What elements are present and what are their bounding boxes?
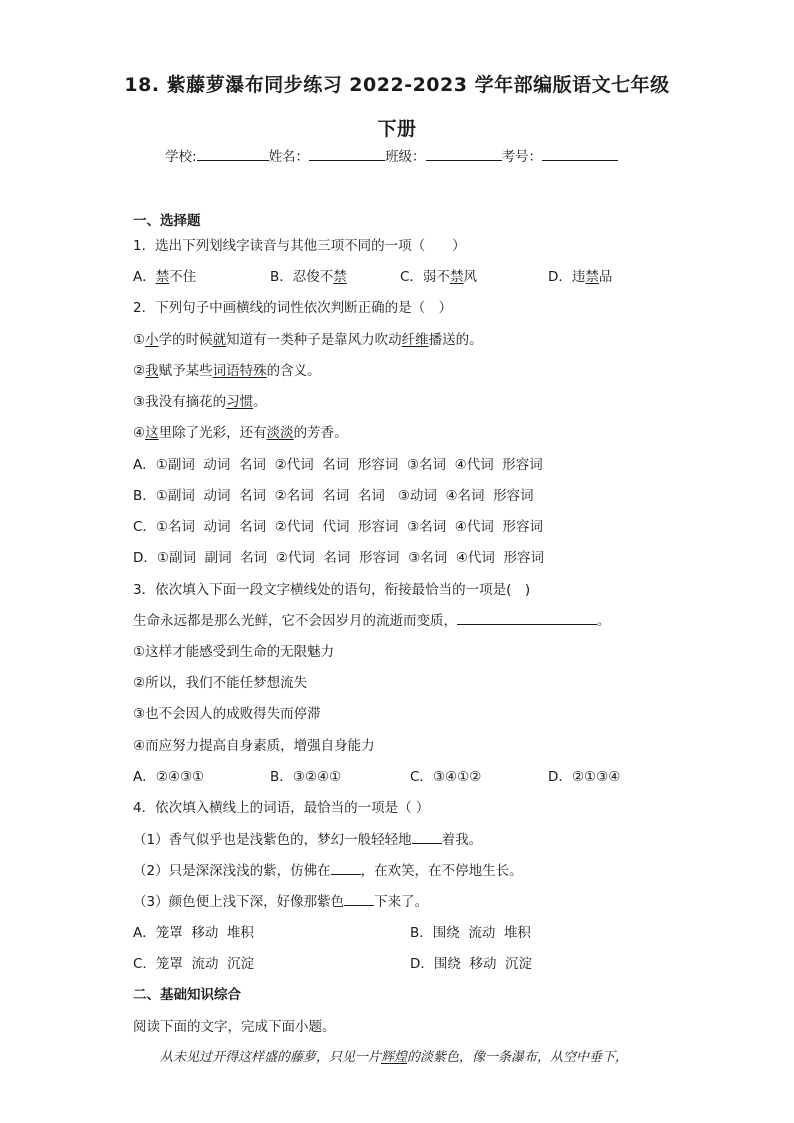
answer-blank[interactable]: [344, 893, 374, 906]
exam-no-field[interactable]: [542, 148, 618, 161]
option-text: D．违: [548, 269, 586, 285]
sentence-text: 赋予某些: [158, 363, 213, 379]
sentence-text: 着我。: [441, 832, 483, 848]
option-text: 品: [598, 269, 613, 285]
q2-stem: 2．下列句子中画横线的词性依次判断正确的是（ ）: [133, 300, 453, 316]
student-info: [165, 145, 618, 165]
sentence-text: 学的时候: [158, 332, 213, 348]
sentence-text: ③我没有摘花的: [133, 394, 227, 410]
q2-option-a[interactable]: A．①副词 动词 名词 ②代词 名词 形容词 ③名词 ④代词 形容词: [133, 457, 543, 473]
q4-option-c[interactable]: C．笼罩 流动 沉淀: [133, 956, 255, 972]
q1-option-c[interactable]: [400, 265, 477, 285]
underlined-char: 禁: [449, 269, 464, 285]
reading-instruction: 阅读下面的文字，完成下面小题。: [133, 1019, 336, 1035]
q3-option-c[interactable]: C．③④①②: [410, 769, 482, 785]
underlined-word: 纤维: [401, 332, 429, 348]
q4-option-d[interactable]: D．围绕 移动 沉淀: [410, 956, 533, 972]
answer-blank[interactable]: [412, 831, 442, 844]
class-label: 班级：: [385, 149, 426, 165]
answer-blank[interactable]: [331, 862, 361, 875]
q2-option-b[interactable]: B．①副词 动词 名词 ②名词 名词 名词 ③动词 ④名词 形容词: [133, 488, 534, 504]
q3-option-a[interactable]: A．②④③①: [133, 769, 205, 785]
underlined-word: 就: [212, 332, 227, 348]
q4-sentence-1: [133, 828, 482, 848]
sentence-text: （1）香气似乎也是浅紫色的，梦幻一般轻轻地: [133, 832, 412, 848]
q3-option-d[interactable]: D．②①③④: [548, 769, 621, 785]
answer-blank[interactable]: [457, 612, 597, 625]
sentence-text: （3）颜色便上浅下深，好像那紫色: [133, 894, 345, 910]
class-field[interactable]: [426, 148, 502, 161]
sentence-text: （2）只是深深浅浅的紫，仿佛在: [133, 863, 331, 879]
school-field[interactable]: [197, 148, 269, 161]
sentence-text: 。: [253, 394, 267, 410]
sentence-number: ①: [133, 332, 146, 348]
q3-passage: [133, 609, 611, 629]
q4-sentence-3: [133, 890, 428, 910]
q4-option-a[interactable]: A．笼罩 移动 堆积: [133, 925, 254, 941]
option-text: C．弱不: [400, 269, 450, 285]
underlined-char: 禁: [333, 269, 347, 285]
q2-option-c[interactable]: C．①名词 动词 名词 ②代词 代词 形容词 ③名词 ④代词 形容词: [133, 519, 543, 535]
q2-sentence-2: [133, 359, 321, 379]
sentence-text: ，在欢笑，在不停地生长。: [360, 863, 523, 879]
option-letter: A．: [133, 269, 156, 285]
section-heading-basics: 二、基础知识综合: [133, 987, 241, 1003]
sentence-text: 的芳香。: [293, 425, 348, 441]
option-text: 不住: [169, 269, 197, 285]
sentence-text: 的含义。: [266, 363, 321, 379]
underlined-word: 辉煌: [381, 1050, 408, 1065]
underlined-word: 我: [145, 363, 159, 379]
exam-no-label: 考号：: [501, 149, 543, 165]
q2-sentence-1: [133, 328, 483, 348]
q3-stem: 3．依次填入下面一段文字横线处的语句，衔接最恰当的一项是( ): [133, 582, 531, 598]
q3-item-3: ③也不会因人的成败得失而停滞: [133, 706, 321, 722]
q3-item-2: ②所以，我们不能任梦想流失: [133, 675, 308, 691]
page-title: 18. 紫藤萝瀑布同步练习 2022-2023 学年部编版语文七年级: [124, 74, 670, 96]
q2-option-d[interactable]: D．①副词 副词 名词 ②代词 名词 形容词 ③名词 ④代词 形容词: [133, 550, 544, 566]
q1-option-a[interactable]: [133, 265, 196, 285]
passage-text: 从未见过开得这样盛的藤萝，只见一片: [160, 1050, 382, 1065]
sentence-number: ④: [133, 425, 146, 441]
q4-stem: 4．依次填入横线上的词语，最恰当的一项是（ ）: [133, 800, 430, 816]
underlined-word: 小: [145, 332, 159, 348]
section-heading-choice: 一、选择题: [133, 213, 201, 229]
name-label: 姓名：: [268, 149, 310, 165]
sentence-text: 里除了光彩，还有: [158, 425, 267, 441]
sentence-number: ②: [133, 363, 146, 379]
q4-sentence-2: [133, 859, 523, 879]
option-text: 风: [463, 269, 477, 285]
q4-option-b[interactable]: B．围绕 流动 堆积: [410, 925, 531, 941]
sentence-text: 知道有一类种子是靠风力吹动: [226, 332, 402, 348]
q1-option-b[interactable]: [270, 265, 347, 285]
q3-item-4: ④而应努力提高自身素质，增强自身能力: [133, 738, 375, 754]
q3-option-b[interactable]: B．③②④①: [270, 769, 342, 785]
q2-sentence-4: [133, 421, 348, 441]
option-text: B．忍俊不: [270, 269, 334, 285]
underlined-char: 禁: [155, 269, 170, 285]
q1-option-d[interactable]: [548, 265, 612, 285]
name-field[interactable]: [309, 148, 385, 161]
underlined-word: 这: [145, 425, 159, 441]
q3-item-1: ①这样才能感受到生命的无限魅力: [133, 644, 335, 660]
q1-stem: 1．选出下列划线字读音与其他三项不同的一项（ ）: [133, 238, 466, 254]
underlined-word: 淡淡: [266, 425, 294, 441]
sentence-text: 播送的。: [428, 332, 483, 348]
sentence-text: 下来了。: [374, 894, 429, 910]
underlined-char: 禁: [585, 269, 599, 285]
school-label: 学校:: [165, 149, 197, 165]
underlined-word: 习惯: [226, 394, 254, 410]
q2-sentence-3: [133, 390, 267, 410]
underlined-word: 词语特殊: [212, 363, 267, 379]
reading-passage: [160, 1046, 628, 1065]
page-title-line2: 下册: [377, 118, 417, 140]
passage-text: 。: [597, 613, 611, 629]
passage-text: 生命永远都是那么光鲜，它不会因岁月的流逝而变质，: [133, 613, 457, 629]
passage-text: 的淡紫色，像一条瀑布，从空中垂下，: [407, 1050, 629, 1065]
